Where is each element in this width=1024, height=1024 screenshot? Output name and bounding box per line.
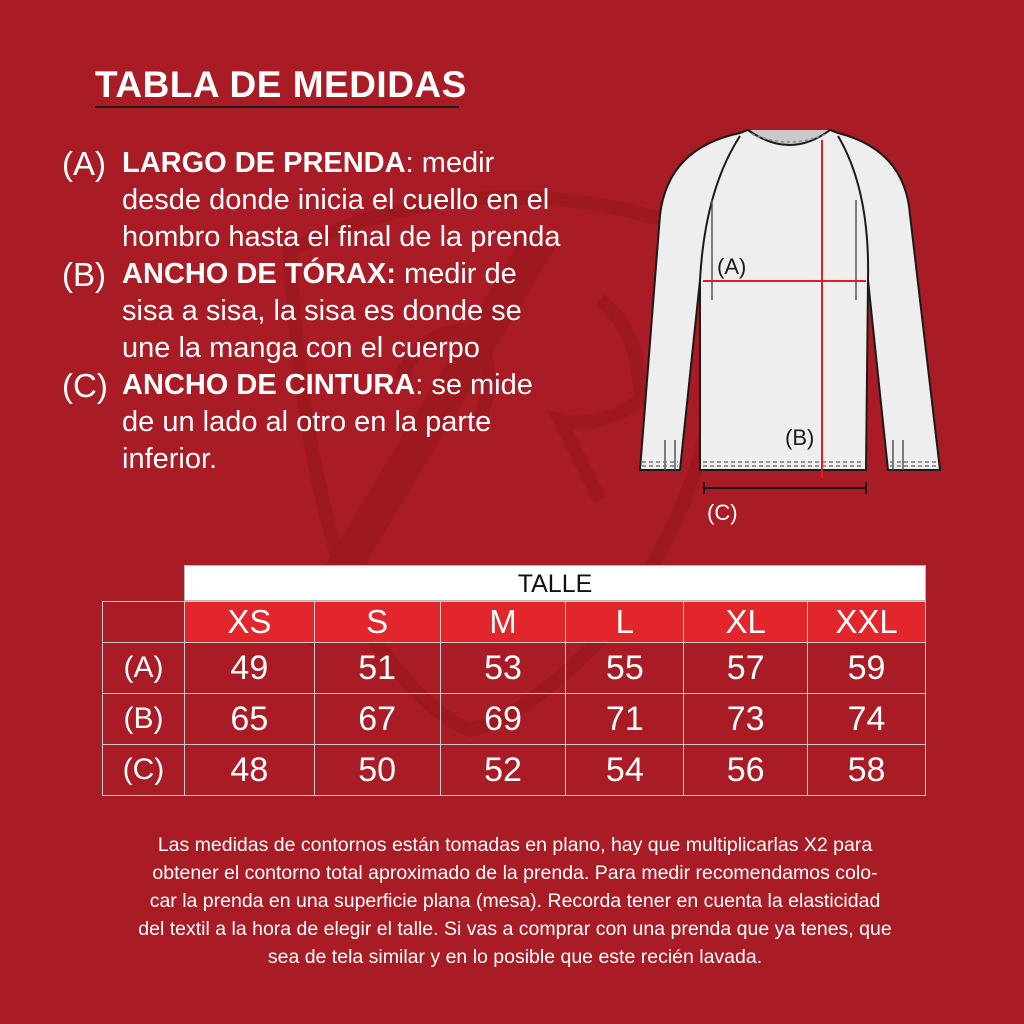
note-line: del textil a la hora de elegir el talle. Si vas a comprar con una prenda que ya tenes, que — [138, 918, 892, 940]
definition-letter: (B) — [62, 256, 106, 293]
table-cell: 59 — [808, 643, 926, 694]
definition-term: LARGO DE PRENDA — [122, 147, 406, 179]
size-l: L — [566, 602, 684, 643]
size-xl: XL — [684, 602, 808, 643]
size-xxl: XXL — [808, 602, 926, 643]
table-cell: 58 — [808, 745, 926, 796]
table-cell: 49 — [184, 643, 314, 694]
size-chart — [102, 565, 926, 794]
talle-caption: TALLE — [517, 570, 593, 598]
talle-header — [184, 565, 926, 601]
diagram-label-a: (A) — [717, 254, 747, 279]
table-cell: 56 — [684, 745, 808, 796]
definition-letter: (C) — [62, 367, 108, 404]
table-cell: 74 — [808, 694, 926, 745]
definition-a — [62, 145, 562, 256]
table-row — [103, 643, 926, 694]
size-table — [102, 601, 926, 796]
table-cell: 54 — [566, 745, 684, 796]
size-header-row — [103, 602, 926, 643]
table-cell: 51 — [314, 643, 440, 694]
row-label: (B) — [103, 694, 185, 745]
title-underline — [95, 106, 459, 108]
table-cell: 53 — [440, 643, 566, 694]
table-cell: 67 — [314, 694, 440, 745]
table-row — [103, 694, 926, 745]
definition-text: : se mide de un lado al otro en la parte inferior. — [122, 369, 533, 475]
definition-term: ANCHO DE TÓRAX: — [122, 258, 396, 290]
definition-letter: (A) — [62, 145, 106, 182]
measurement-note — [95, 831, 935, 971]
row-label: (A) — [103, 643, 185, 694]
diagram-label-b: (B) — [785, 425, 815, 450]
table-cell: 55 — [566, 643, 684, 694]
page-title: TABLA DE MEDIDAS — [95, 64, 467, 105]
diagram-label-c: (C) — [707, 500, 738, 525]
size-xs: XS — [184, 602, 314, 643]
table-cell: 48 — [184, 745, 314, 796]
table-row — [103, 745, 926, 796]
definitions-list — [62, 145, 562, 478]
table-cell: 71 — [566, 694, 684, 745]
note-line: sea de tela similar y en lo posible que este recién lavada. — [267, 946, 763, 968]
note-line: obtener el contorno total aproximado de la prenda. Para medir recomendamos colo- — [152, 862, 878, 884]
table-cell: 50 — [314, 745, 440, 796]
table-cell: 73 — [684, 694, 808, 745]
size-s: S — [314, 602, 440, 643]
corner-cell — [103, 602, 185, 643]
shirt-diagram — [630, 120, 960, 530]
shirt-outline — [640, 130, 940, 470]
table-cell: 57 — [684, 643, 808, 694]
definition-text: medir de sisa a sisa, la sisa es donde se une la manga con el cuerpo — [122, 258, 522, 364]
row-label: (C) — [103, 745, 185, 796]
note-line: Las medidas de contornos están tomadas en plano, hay que multiplicarlas X2 para — [157, 834, 873, 856]
table-cell: 52 — [440, 745, 566, 796]
definition-term: ANCHO DE CINTURA — [122, 369, 416, 401]
table-cell: 65 — [184, 694, 314, 745]
note-line: car la prenda en una superficie plana (mesa). Recorda tener en cuenta la elasticidad — [149, 890, 881, 912]
size-m: M — [440, 602, 566, 643]
table-cell: 69 — [440, 694, 566, 745]
definition-b — [62, 256, 562, 367]
definition-c — [62, 367, 562, 478]
definition-text: : medir desde donde inicia el cuello en el hombro hasta el final de la prenda — [122, 147, 561, 253]
